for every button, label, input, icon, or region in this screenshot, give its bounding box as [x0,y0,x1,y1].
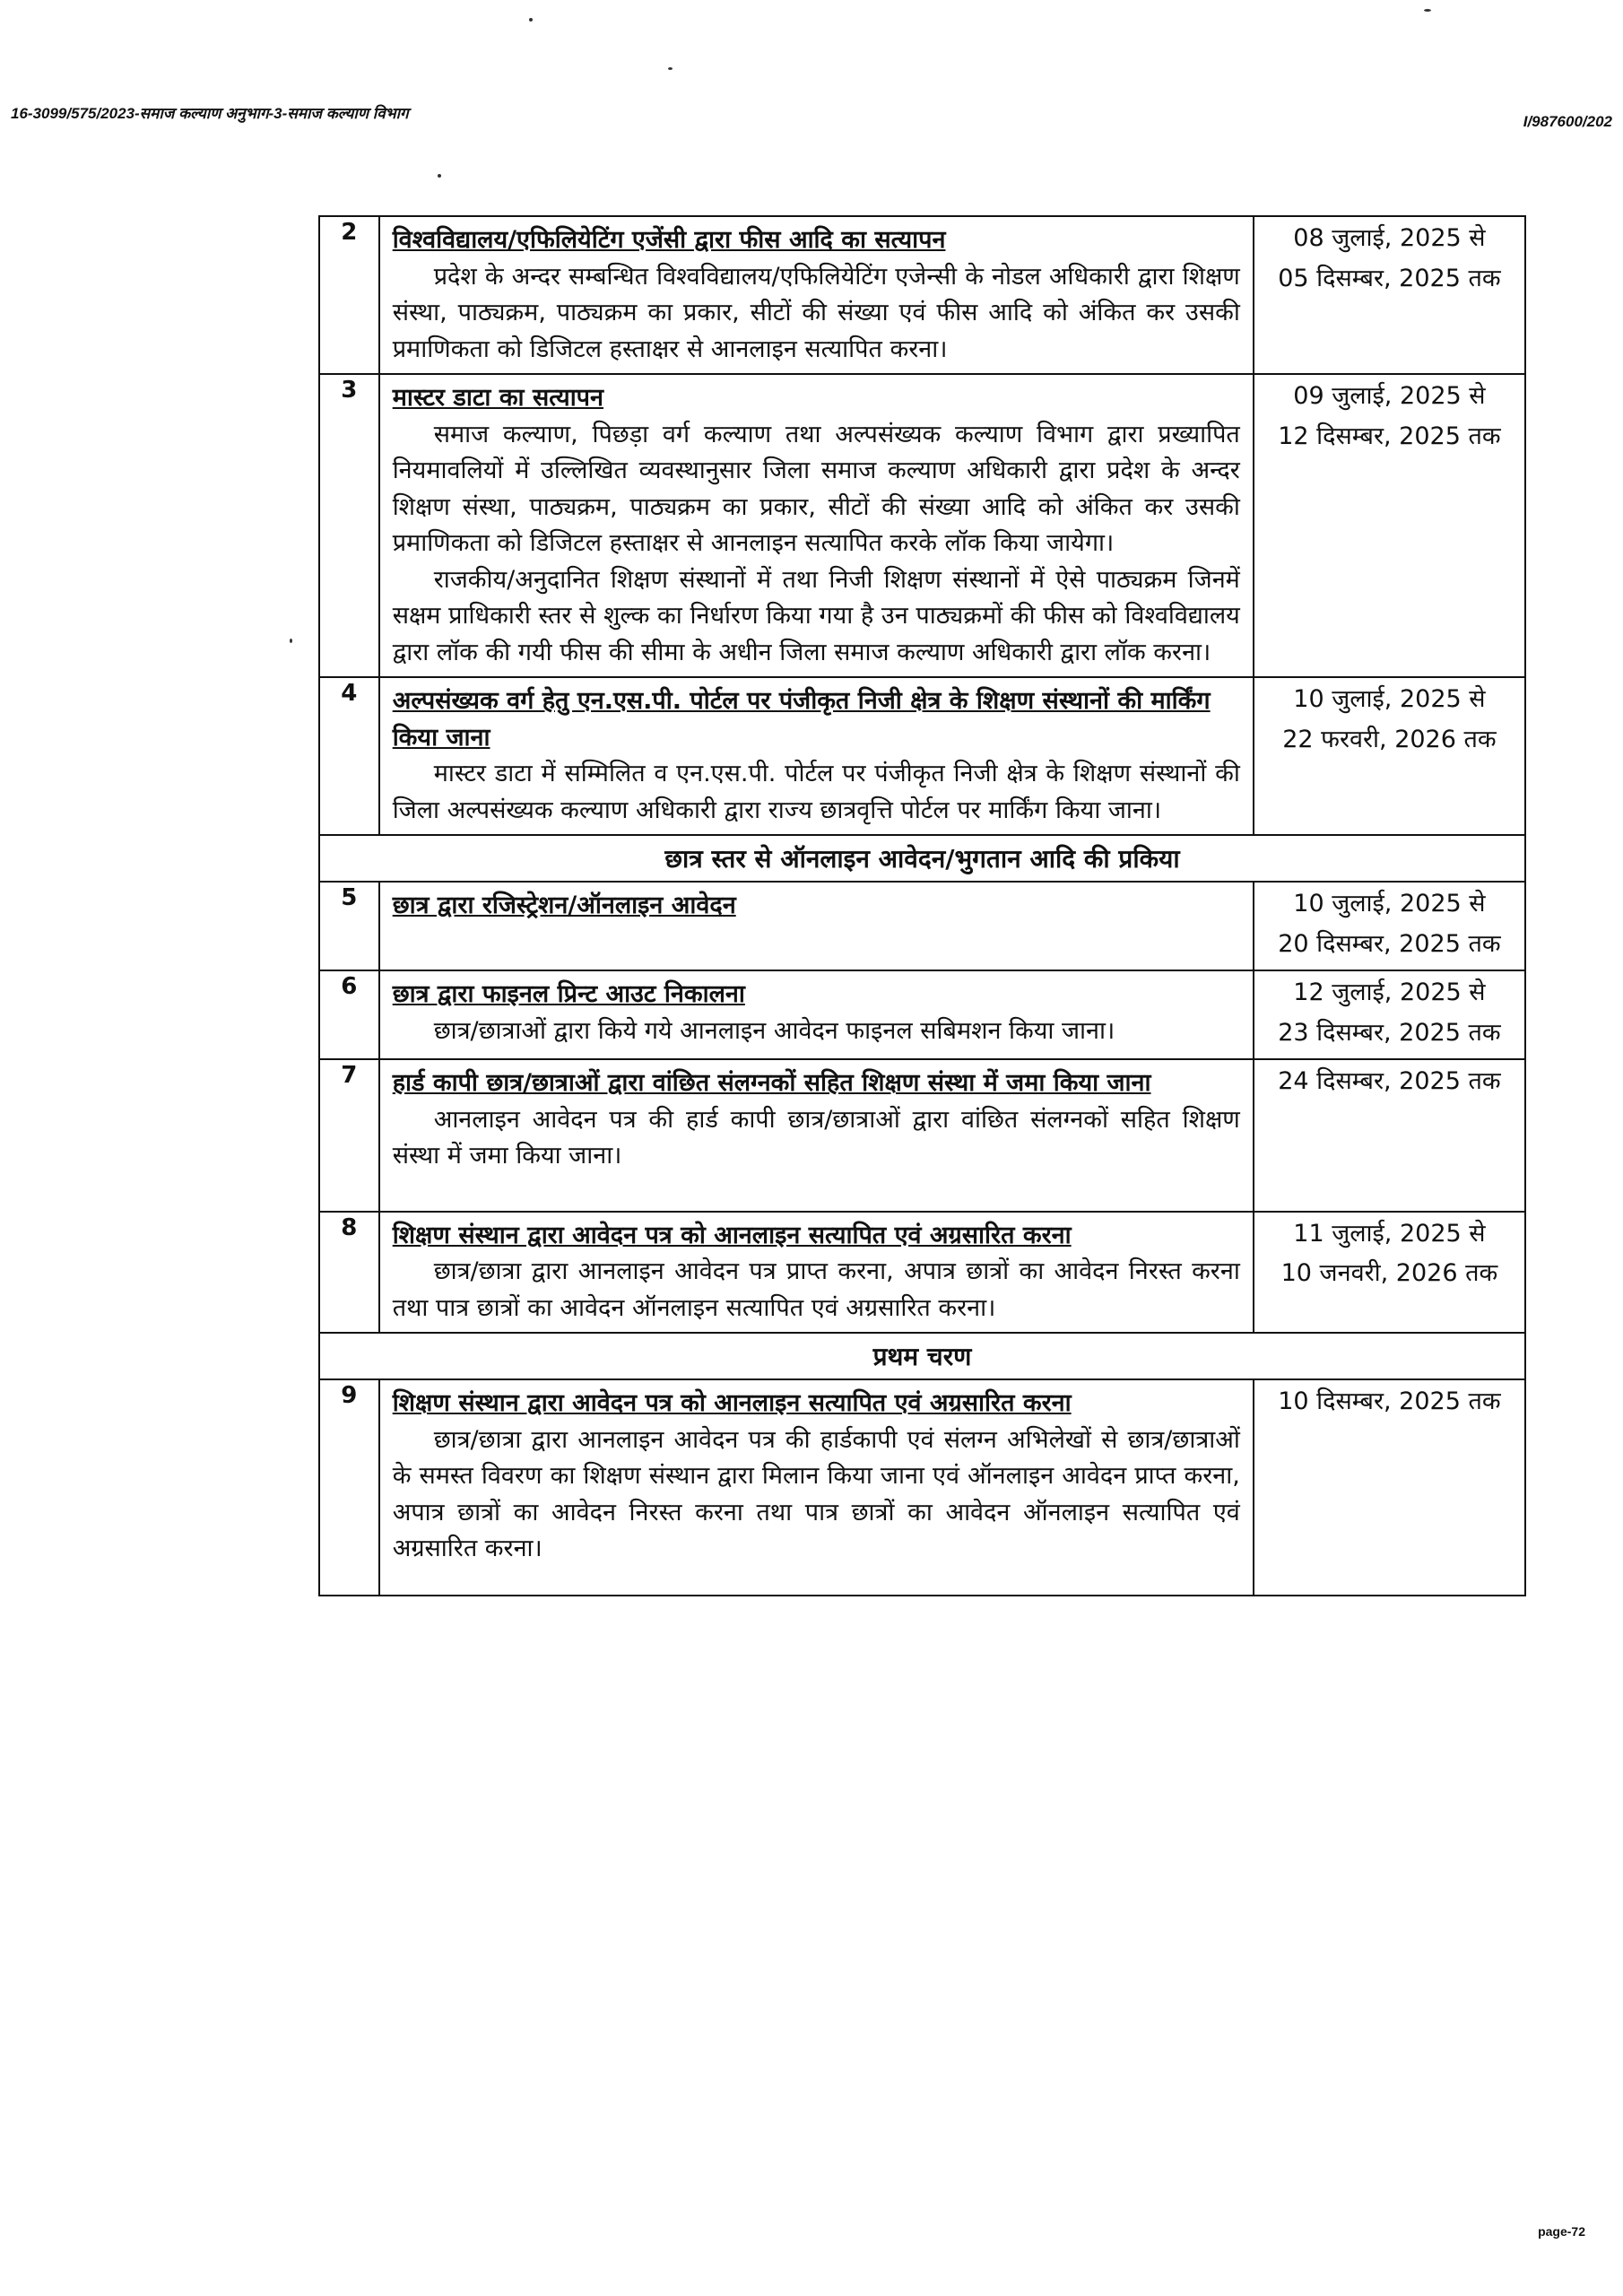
row-description [379,1212,1254,1334]
row-title: छात्र द्वारा फाइनल प्रिन्ट आउट निकालना [392,980,745,1009]
table-row [319,216,1525,374]
date-from: 12 जुलाई, 2025 से [1293,978,1486,1007]
row-title: मास्टर डाटा का सत्यापन [392,384,604,412]
row-number: 8 [319,1212,379,1334]
row-paragraph: मास्टर डाटा में सम्मिलित व एन.एस.पी. पोर्टल पर पंजीकृत निजी क्षेत्र के शिक्षण संस्थानों की जिला अल्पसंख्यक कल्याण अधिकारी द्वारा राज्य छात्रवृत्ति पोर्टल पर मार्किंग किया जाना। [392,760,1240,824]
row-description [379,882,1254,970]
row-title: शिक्षण संस्थान द्वारा आवेदन पत्र को आनलाइन सत्यापित एवं अग्रसारित करना [392,1221,1072,1249]
row-date [1254,882,1525,970]
row-date [1254,1212,1525,1334]
row-number: 3 [319,374,379,677]
row-date [1254,216,1525,374]
date-to: 22 फरवरी, 2026 तक [1282,725,1497,753]
date-to: 05 दिसम्बर, 2025 तक [1278,264,1501,292]
row-title: अल्पसंख्यक वर्ग हेतु एन.एस.पी. पोर्टल पर पंजीकृत निजी क्षेत्र के शिक्षण संस्थानों की मार्किंग किया जाना [392,687,1211,752]
date-to: 12 दिसम्बर, 2025 तक [1278,422,1501,450]
schedule-table [318,215,1526,1596]
table-row [319,374,1525,677]
date-from: 10 जुलाई, 2025 से [1293,685,1486,713]
scan-speck [438,174,441,178]
date-from: 10 जुलाई, 2025 से [1293,890,1486,918]
table-row [319,882,1525,970]
date-to: 20 दिसम्बर, 2025 तक [1278,929,1501,958]
row-paragraph: प्रदेश के अन्दर सम्बन्धित विश्वविद्यालय/एफिलियेटिंग एजेन्सी के नोडल अधिकारी द्वारा शिक्षण संस्था, पाठ्यक्रम, पाठ्यक्रम का प्रकार, सीटों की संख्या एवं फीस आदि को अंकित कर उसकी प्रमाणिकता को डिजिटल हस्ताक्षर से आनलाइन सत्यापित करना। [392,262,1240,363]
row-date [1254,374,1525,677]
date-to: 23 दिसम्बर, 2025 तक [1278,1018,1501,1047]
table-row [319,1059,1525,1212]
row-paragraph: छात्र/छात्राओं द्वारा किये गये आनलाइन आवेदन फाइनल सबिमशन किया जाना। [433,1016,1115,1045]
section-heading: प्रथम चरण [319,1333,1525,1379]
row-title: शिक्षण संस्थान द्वारा आवेदन पत्र को आनलाइन सत्यापित एवं अग्रसारित करना [392,1389,1072,1418]
date-from: 24 दिसम्बर, 2025 तक [1278,1067,1501,1096]
row-title: विश्वविद्यालय/एफिलियेटिंग एजेंसी द्वारा फीस आदि का सत्यापन [392,226,946,254]
table-row [319,677,1525,835]
table-row [319,970,1525,1059]
table-row [319,1212,1525,1334]
scan-speck [1424,9,1431,12]
row-description [379,374,1254,677]
row-number: 9 [319,1379,379,1596]
date-to: 10 जनवरी, 2026 तक [1280,1259,1498,1288]
section-row [319,1333,1525,1379]
row-description [379,1379,1254,1596]
date-from: 09 जुलाई, 2025 से [1293,382,1486,410]
row-description [379,970,1254,1059]
date-from: 11 जुलाई, 2025 से [1293,1219,1486,1248]
row-paragraph: छात्र/छात्रा द्वारा आनलाइन आवेदन पत्र की हार्डकापी एवं संलग्न अभिलेखों से छात्र/छात्राओं के समस्त विवरण का शिक्षण संस्थान द्वारा मिलान किया जाना एवं ऑनलाइन आवेदन प्राप्त करना, अपात्र छात्रों का आवेदन निरस्त करना तथा पात्र छात्रों का आवेदन ऑनलाइन सत्यापित एवं अग्रसारित करना। [392,1425,1240,1563]
section-heading: छात्र स्तर से ऑनलाइन आवेदन/भुगतान आदि की प्रकिया [319,835,1525,882]
scan-speck [668,67,673,70]
row-paragraph: समाज कल्याण, पिछड़ा वर्ग कल्याण तथा अल्पसंख्यक कल्याण विभाग द्वारा प्रख्यापित नियमावलियों में उल्लिखित व्यवस्थानुसार जिला समाज कल्याण अधिकारी द्वारा प्रदेश के अन्दर शिक्षण संस्था, पाठ्यक्रम, पाठ्यक्रम का प्रकार, सीटों की संख्या आदि को अंकित कर उसकी प्रमाणिकता को डिजिटल हस्ताक्षर से आनलाइन सत्यापित करके लॉक किया जायेगा। [392,420,1240,557]
row-title: हार्ड कापी छात्र/छात्राओं द्वारा वांछित संलग्नकों सहित शिक्षण संस्था में जमा किया जाना [392,1069,1151,1098]
page-number: page-72 [1538,2224,1585,2239]
row-date [1254,1059,1525,1212]
row-date [1254,677,1525,835]
row-description [379,216,1254,374]
row-number: 7 [319,1059,379,1212]
row-description [379,677,1254,835]
row-date [1254,970,1525,1059]
table-row [319,1379,1525,1596]
row-number: 5 [319,882,379,970]
document-number: I/987600/202 [1523,113,1612,130]
scan-speck [529,18,533,22]
row-paragraph: राजकीय/अनुदानित शिक्षण संस्थानों में तथा निजी शिक्षण संस्थानों में ऐसे पाठ्यक्रम जिनमें सक्षम प्राधिकारी स्तर से शुल्क का निर्धारण किया गया है उन पाठ्यक्रमों की फीस को विश्वविद्यालय द्वारा लॉक की गयी फीस की सीमा के अधीन जिला समाज कल्याण अधिकारी द्वारा लॉक करना। [392,565,1240,666]
section-row [319,835,1525,882]
row-number: 2 [319,216,379,374]
row-number: 6 [319,970,379,1059]
row-description [379,1059,1254,1212]
row-paragraph: आनलाइन आवेदन पत्र की हार्ड कापी छात्र/छात्राओं द्वारा वांछित संलग्नकों सहित शिक्षण संस्था में जमा किया जाना। [392,1105,1240,1170]
row-number: 4 [319,677,379,835]
row-date [1254,1379,1525,1596]
row-paragraph: छात्र/छात्रा द्वारा आनलाइन आवेदन पत्र प्राप्त करना, अपात्र छात्रों का आवेदन निरस्त करना तथा पात्र छात्रों का आवेदन ऑनलाइन सत्यापित एवं अग्रसारित करना। [392,1257,1240,1322]
scan-speck [290,639,292,643]
row-title: छात्र द्वारा रजिस्ट्रेशन/ऑनलाइन आवेदन [392,891,736,919]
date-from: 10 दिसम्बर, 2025 तक [1278,1387,1501,1416]
date-from: 08 जुलाई, 2025 से [1293,224,1486,252]
file-reference: 16-3099/575/2023-समाज कल्याण अनुभाग-3-समाज कल्याण विभाग [11,105,409,122]
